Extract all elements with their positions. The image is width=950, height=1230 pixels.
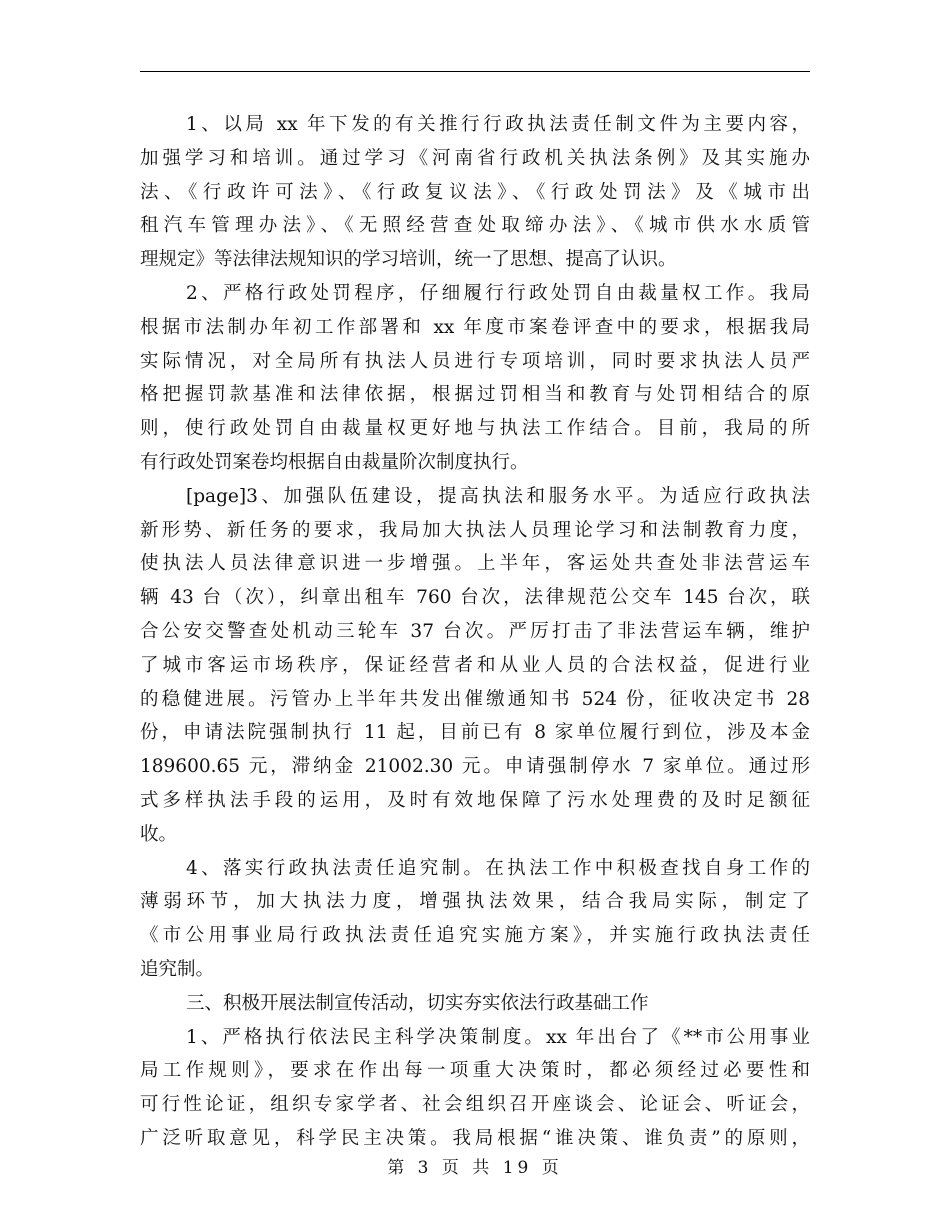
text-line: [page]3、加强队伍建设，提高执法和服务水平。为适应行政执法 xyxy=(186,485,810,507)
text-line: 法、《行政许可法》、《行政复议法》、《行政处罚法》及《城市出 xyxy=(140,181,810,203)
text-line: 1、严格执行依法民主科学决策制度。xx 年出台了《**市公用事业 xyxy=(186,1026,810,1048)
text-line: 份，申请法院强制执行 11 起，目前已有 8 家单位履行到位，涉及本金 xyxy=(140,722,810,744)
text-line: 追究制。 xyxy=(140,958,215,980)
text-line: 广泛听取意见，科学民主决策。我局根据“谁决策、谁负责”的原则， xyxy=(140,1127,810,1149)
text-line: 实际情况，对全局所有执法人员进行专项培训，同时要求执法人员严 xyxy=(140,350,810,372)
text-line: 格把握罚款基准和法律依据，根据过罚相当和教育与处罚相结合的原 xyxy=(140,384,810,406)
paragraph xyxy=(140,852,810,987)
text-line: 加强学习和培训。通过学习《河南省行政机关执法条例》及其实施办 xyxy=(140,147,810,169)
text-line: 薄弱环节，加大执法力度，增强执法效果，结合我局实际，制定了 xyxy=(140,891,810,913)
text-line: 189600.65 元，滞纳金 21002.30 元。申请强制停水 7 家单位。通过形 xyxy=(140,756,810,778)
paragraph xyxy=(140,987,810,1021)
text-line: 4、落实行政执法责任追究制。在执法工作中积极查找自身工作的 xyxy=(186,857,810,879)
text-line: 的稳健进展。污管办上半年共发出催缴通知书 524 份，征收决定书 28 xyxy=(140,688,810,710)
text-line: 2、严格行政处罚程序，仔细履行行政处罚自由裁量权工作。我局 xyxy=(186,282,810,304)
text-line: 新形势、新任务的要求，我局加大执法人员理论学习和法制教育力度， xyxy=(140,519,810,541)
paragraph xyxy=(140,480,810,852)
text-line: 则，使行政处罚自由裁量权更好地与执法工作结合。目前，我局的所 xyxy=(140,418,810,440)
text-line: 可行性论证，组织专家学者、社会组织召开座谈会、论证会、听证会， xyxy=(140,1094,810,1116)
text-line: 式多样执法手段的运用，及时有效地保障了污水处理费的及时足额征 xyxy=(140,789,810,811)
text-line: 合公安交警查处机动三轮车 37 台次。严厉打击了非法营运车辆，维护 xyxy=(140,620,810,642)
text-line: 根据市法制办年初工作部署和 xx 年度市案卷评查中的要求，根据我局 xyxy=(140,316,810,338)
text-line: 收。 xyxy=(140,823,178,845)
paragraph xyxy=(140,108,810,277)
text-line: 三、积极开展法制宣传活动，切实夯实依法行政基础工作 xyxy=(186,992,649,1014)
text-line: 有行政处罚案卷均根据自由裁量阶次制度执行。 xyxy=(140,451,529,473)
text-line: 局工作规则》，要求在作出每一项重大决策时，都必须经过必要性和 xyxy=(140,1060,810,1082)
document-body xyxy=(140,108,810,1156)
text-line: 使执法人员法律意识进一步增强。上半年，客运处共查处非法营运车 xyxy=(140,553,810,575)
header-rule xyxy=(140,71,810,72)
text-line: 理规定》等法律法规知识的学习培训，统一了思想、提高了认识。 xyxy=(140,249,677,271)
text-line: 了城市客运市场秩序，保证经营者和从业人员的合法权益，促进行业 xyxy=(140,654,810,676)
text-line: 《市公用事业局行政执法责任追究实施方案》，并实施行政执法责任 xyxy=(140,925,810,947)
text-line: 辆 43 台（次），纠章出租车 760 台次，法律规范公交车 145 台次，联 xyxy=(140,587,810,609)
text-line: 租汽车管理办法》、《无照经营查处取缔办法》、《城市供水水质管 xyxy=(140,215,810,237)
text-line: 1、以局 xx 年下发的有关推行行政执法责任制文件为主要内容， xyxy=(186,114,810,135)
page-footer: 第 3 页 共 19 页 xyxy=(387,1158,563,1178)
paragraph xyxy=(140,277,810,480)
paragraph xyxy=(140,1021,810,1156)
